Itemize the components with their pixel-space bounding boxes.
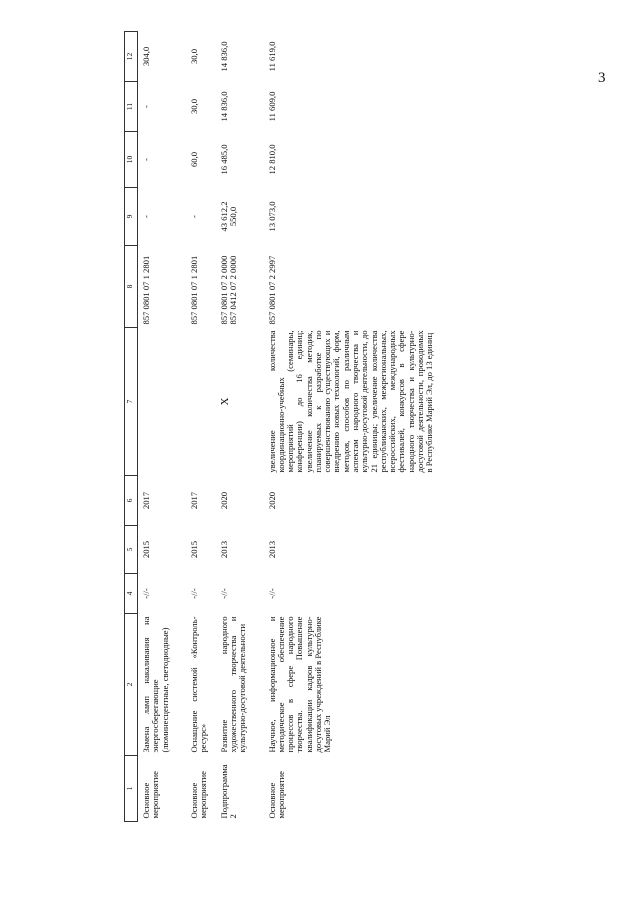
program-table: [124, 31, 437, 822]
row-type: Основное мероприятие: [188, 771, 208, 819]
row-value-10: -: [141, 158, 151, 161]
row-title: Развитие народного художественного творчества и культурно-досуговой деятельности: [218, 616, 248, 753]
row-executor: -//-: [188, 588, 199, 599]
row-code: 857 0801 07 2 0000 857 0412 07 2 0000: [218, 255, 238, 325]
header-cell: 8: [125, 246, 138, 328]
header-cell: 4: [125, 574, 138, 614]
header-cell: 11: [125, 82, 138, 132]
table-row: [138, 32, 188, 822]
header-cell: 5: [125, 526, 138, 574]
rotated-table-wrapper: [124, 32, 620, 822]
row-start-year: 2013: [266, 540, 277, 559]
row-value-9: -: [188, 215, 199, 218]
table-row: [218, 32, 266, 822]
row-end-year: 2020: [218, 491, 229, 510]
row-executor: -//-: [141, 588, 151, 599]
row-executor: -//-: [218, 588, 229, 599]
row-code: 857 0801 07 1 2801: [188, 255, 199, 325]
row-value-10: 16 485,0: [218, 144, 229, 175]
row-end-year: 2017: [141, 491, 151, 510]
row-type: Основное мероприятие: [266, 771, 286, 819]
row-value-9: 43 612,2 550,0: [218, 201, 238, 232]
row-value-12: 304,0: [141, 46, 151, 67]
header-cell: 1: [125, 756, 138, 822]
row-value-12: 30,0: [188, 48, 199, 65]
row-executor: -//-: [266, 588, 277, 599]
header-cell: 9: [125, 188, 138, 246]
row-value-12: 11 619,0: [266, 41, 277, 72]
table-row: [266, 32, 437, 822]
row-start-year: 2015: [141, 540, 151, 559]
table-header: [125, 32, 138, 822]
header-cell: 6: [125, 476, 138, 526]
row-value-9: 13 073,0: [266, 201, 277, 232]
row-value-10: 60,0: [188, 151, 199, 168]
row-result: X: [218, 397, 231, 406]
row-end-year: 2020: [266, 491, 277, 510]
row-start-year: 2015: [188, 540, 199, 559]
row-title: Оснащение системой «Контроль-ресурс»: [188, 616, 208, 753]
row-value-11: 11 609,0: [266, 91, 277, 122]
header-cell: 2: [125, 614, 138, 756]
row-type: Подпрограмма 2: [218, 764, 238, 819]
row-value-11: 30,0: [188, 98, 199, 115]
row-value-9: -: [141, 215, 151, 218]
row-title: Замена ламп накаливания на энергосберегающие (люминесцентные, светодиодные): [141, 616, 170, 753]
row-code: 857 0801 07 1 2801: [141, 255, 151, 325]
table-row: [188, 32, 218, 822]
row-result: [188, 328, 218, 476]
row-value-11: 14 836,0: [218, 91, 229, 122]
row-end-year: 2017: [188, 491, 199, 510]
row-title: Научное, информационное и методическое обеспечение процессов в сфере народного творчества. Повышение квалификации кадров культурно-досуговых учреждений в Республике Марий Эл: [266, 616, 333, 753]
header-cell: 10: [125, 132, 138, 188]
header-cell: 12: [125, 32, 138, 82]
row-code: 857 0801 07 2 2997: [266, 255, 277, 325]
page-number: 3: [598, 70, 606, 86]
row-result: увеличение количества координационно-учебных мероприятий (семинары, конференции) до 16 единиц; увеличение количества методик, планируемых к разработке по совершенствованию существующих и внедрению новых технологий, форм, методов, способов по различным аспектам народного творчества и культурно-досуговой деятельности, до 21 единицы; увеличение количества республиканских, межрегиональных, всероссийских, международных фестивалей, конкурсов в сфере народного творчества и культурно-досуговой деятельности, проводимых в Республике Марий Эл, до 13 единиц: [266, 330, 435, 473]
row-start-year: 2013: [218, 540, 229, 559]
row-value-11: -: [141, 105, 151, 108]
row-result: [138, 328, 188, 476]
row-value-12: 14 836,0: [218, 41, 229, 72]
row-value-10: 12 810,0: [266, 144, 277, 175]
header-cell: 7: [125, 328, 138, 476]
row-type: Основное мероприятие: [141, 771, 161, 819]
